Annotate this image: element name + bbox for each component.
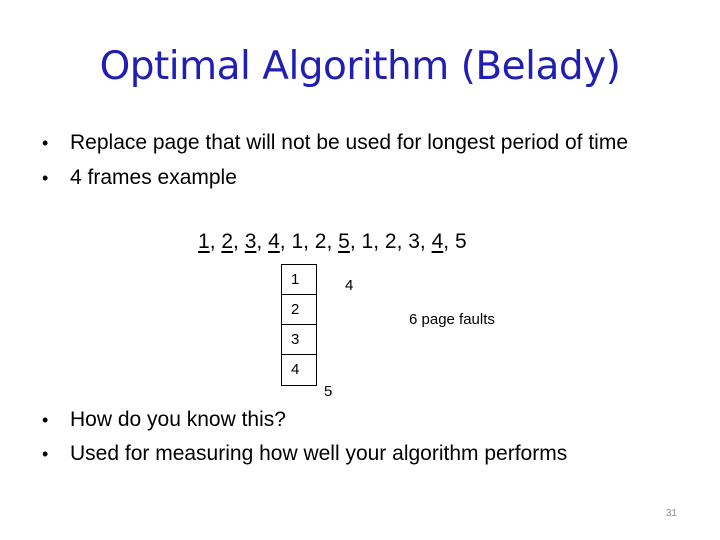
bullet-icon: • [42,168,49,188]
bullet-item [42,131,682,155]
sequence-item: 2 [314,230,327,253]
reference-string [198,228,467,256]
sequence-item: 1 [198,230,210,253]
page-faults-label: 6 page faults [409,311,495,328]
bullet-item [42,166,682,190]
sequence-separator: , [256,230,269,253]
sequence-separator: , [209,230,222,253]
sequence-item: 2 [384,230,397,253]
sequence-item: 3 [244,230,257,253]
sequence-item: 3 [408,230,420,253]
sequence-item: 5 [454,230,467,253]
sequence-item: 2 [221,230,234,253]
sequence-separator: , [419,230,432,253]
bullet-text: Replace page that will not be used for longest period of time [70,131,629,154]
sequence-item: 1 [361,230,374,253]
sequence-separator: , [303,230,315,253]
frame-cell: 3 [282,325,316,355]
sequence-separator: , [233,230,245,253]
frame-cell: 2 [282,295,316,325]
bullet-item [42,408,682,432]
bullet-text: Used for measuring how well your algorithm performs [70,442,568,465]
bullet-text: How do you know this? [70,408,286,431]
sequence-separator: , [279,230,292,253]
sequence-item: 5 [338,230,350,253]
page-number: 31 [665,508,677,519]
bullet-list-bottom [42,408,682,466]
sequence-separator: , [326,230,339,253]
bullet-text: 4 frames example [70,166,237,189]
frame-cell: 4 [291,361,300,378]
sequence-separator: , [373,230,385,253]
bullet-icon: • [42,410,49,430]
bullet-icon: • [42,444,49,464]
bullet-icon: • [42,133,49,153]
sequence-item: 1 [291,230,304,253]
frame4-replacement-label: 5 [324,383,333,400]
sequence-separator: , [396,230,409,253]
frame1-replacement-label: 4 [345,277,354,294]
frame-table [281,264,317,386]
sequence-item: 4 [431,230,444,253]
bullet-item [42,442,682,466]
frame-cell: 1 [282,265,316,295]
sequence-item: 4 [268,230,280,253]
sequence-separator: , [443,230,455,253]
slide-title: Optimal Algorithm (Belady) [99,44,621,89]
bullet-list-top [42,131,682,190]
sequence-separator: , [349,230,362,253]
